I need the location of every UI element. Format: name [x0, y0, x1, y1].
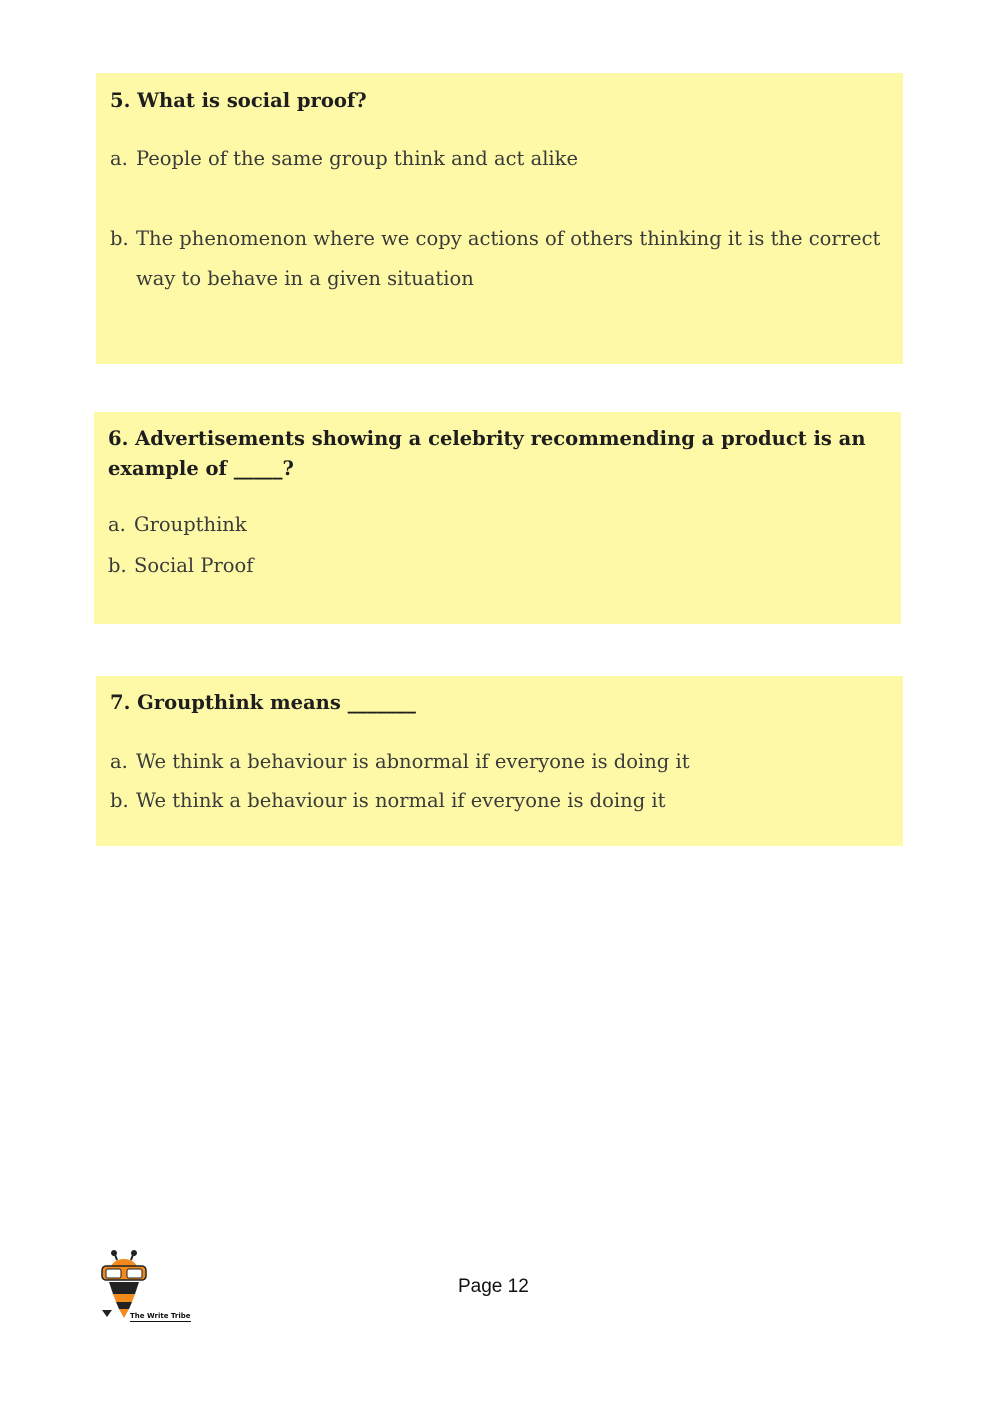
option-text: We think a behaviour is abnormal if everyone is doing it	[136, 750, 690, 773]
answer-option-a[interactable]	[108, 505, 247, 545]
answer-option-b[interactable]	[108, 546, 253, 586]
option-letter: b.	[108, 554, 127, 577]
question-text: 5. What is social proof?	[110, 89, 367, 112]
option-text: We think a behaviour is normal if everyone is doing it	[136, 789, 666, 812]
answer-option-b[interactable]	[110, 781, 665, 821]
option-letter: b.	[110, 227, 129, 250]
option-letter: a.	[108, 513, 126, 536]
page-number: Page 12	[458, 1276, 529, 1297]
option-text: Groupthink	[134, 513, 247, 536]
write-tribe-logo	[97, 1250, 207, 1330]
question-box-6	[94, 412, 901, 624]
option-text: Social Proof	[134, 554, 254, 577]
option-letter: b.	[110, 789, 129, 812]
question-box-7	[96, 676, 903, 846]
answer-option-b[interactable]	[110, 219, 895, 299]
question-text: 6. Advertisements showing a celebrity recommending a product is an example of _____?	[108, 427, 866, 480]
question-box-5	[96, 73, 903, 364]
logo-text: The Write Tribe	[130, 1312, 191, 1320]
answer-option-a[interactable]	[110, 742, 690, 782]
option-letter: a.	[110, 147, 128, 170]
answer-option-a[interactable]	[110, 139, 578, 179]
option-letter: a.	[110, 750, 128, 773]
option-text: The phenomenon where we copy actions of others thinking it is the correct way to behave in a given situation	[136, 227, 881, 290]
option-text: People of the same group think and act alike	[136, 147, 579, 170]
question-text: 7. Groupthink means _______	[110, 691, 416, 714]
